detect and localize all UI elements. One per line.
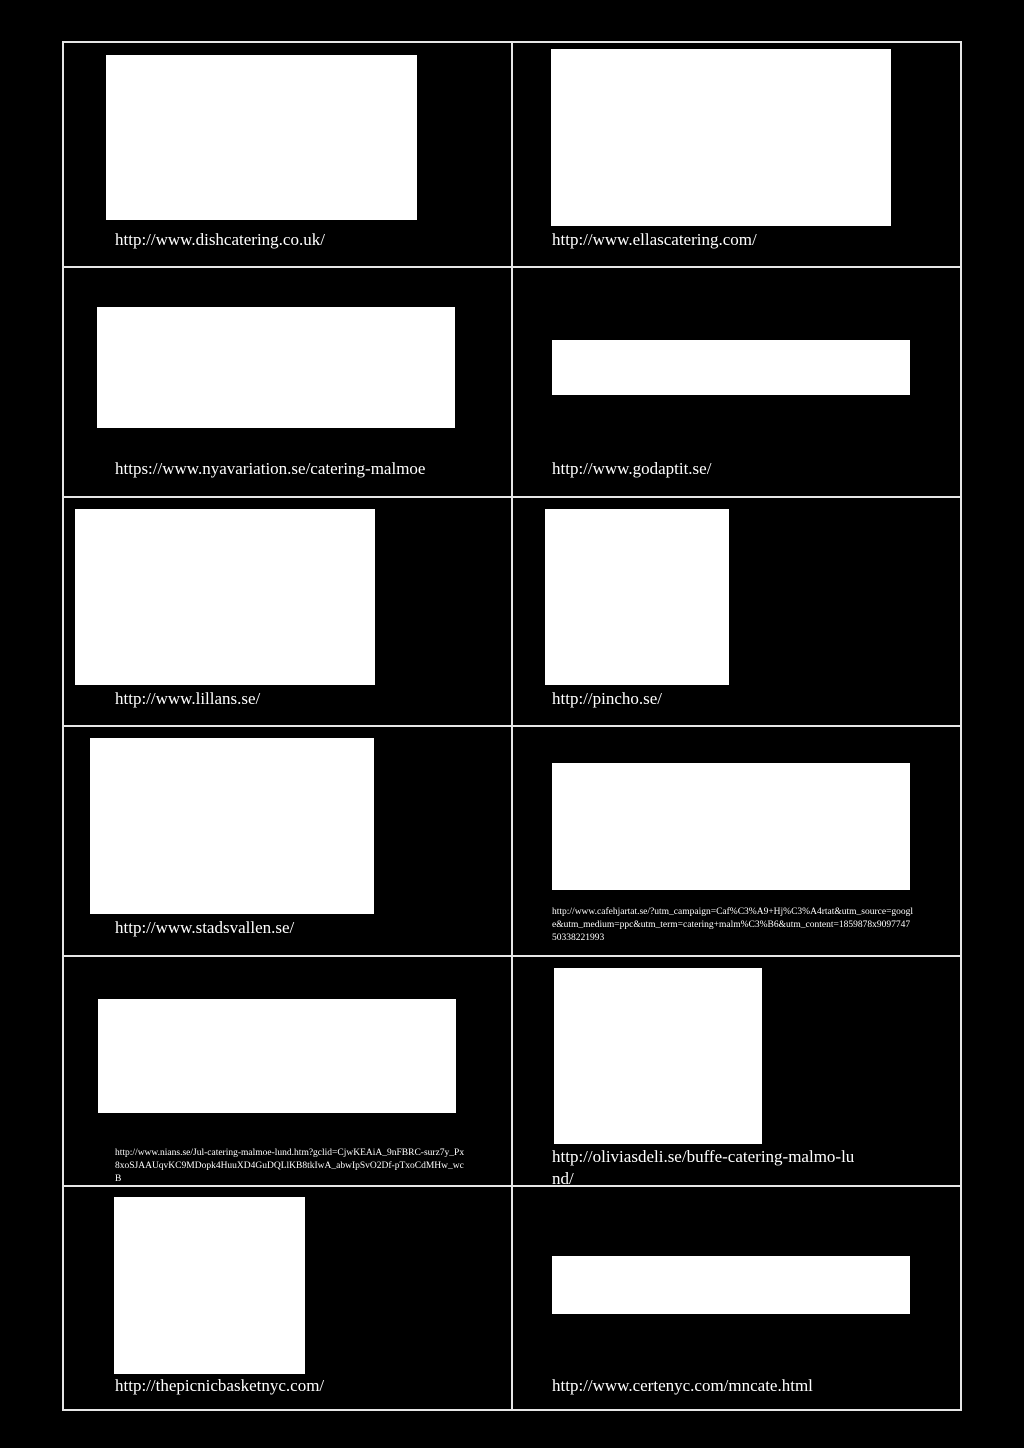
website-url[interactable]: https://www.nyavariation.se/catering-malmoe	[115, 459, 426, 478]
website-screenshot	[554, 968, 762, 1144]
website-url[interactable]: http://www.nians.se/Jul-catering-malmoe-lund.htm?gclid=CjwKEAiA_9nFBRC-surz7y_Px8xoSJAAUqvKC9MDopk4HuuXD4GuDQLlKB8tkIwA_abwIpSvO2Df-pTxoCdMHw_wcB	[115, 1148, 465, 1184]
website-screenshot	[106, 55, 417, 220]
website-screenshot	[545, 509, 729, 685]
row-divider	[62, 266, 962, 268]
row-divider	[62, 496, 962, 498]
website-screenshot	[552, 1256, 910, 1314]
website-url[interactable]: http://www.certenyc.com/mncate.html	[552, 1376, 813, 1395]
website-url[interactable]: http://www.ellascatering.com/	[552, 230, 757, 249]
row-divider	[62, 725, 962, 727]
website-url[interactable]: http://thepicnicbasketnyc.com/	[115, 1376, 325, 1395]
website-screenshot	[90, 738, 374, 914]
website-screenshot	[75, 509, 375, 685]
website-url[interactable]: http://www.dishcatering.co.uk/	[115, 230, 325, 249]
website-url[interactable]: http://oliviasdeli.se/buffe-catering-malmo-lund/	[552, 1147, 855, 1188]
website-url[interactable]: http://www.godaptit.se/	[552, 459, 712, 478]
website-screenshot	[551, 49, 891, 226]
row-divider	[62, 955, 962, 957]
website-url[interactable]: http://www.lillans.se/	[115, 689, 261, 708]
website-screenshot	[97, 307, 455, 428]
website-screenshot	[114, 1197, 305, 1374]
website-url[interactable]: http://www.stadsvallen.se/	[115, 918, 295, 937]
website-url[interactable]: http://pincho.se/	[552, 689, 663, 708]
website-screenshot	[552, 340, 910, 395]
website-url[interactable]: http://www.cafehjartat.se/?utm_campaign=Caf%C3%A9+Hj%C3%A4rtat&utm_source=google&utm_medium=ppc&utm_term=catering+malm%C3%B6&utm_content=1859878x909774750338221993	[552, 907, 914, 943]
website-screenshot	[552, 763, 910, 890]
website-screenshot	[98, 999, 456, 1113]
